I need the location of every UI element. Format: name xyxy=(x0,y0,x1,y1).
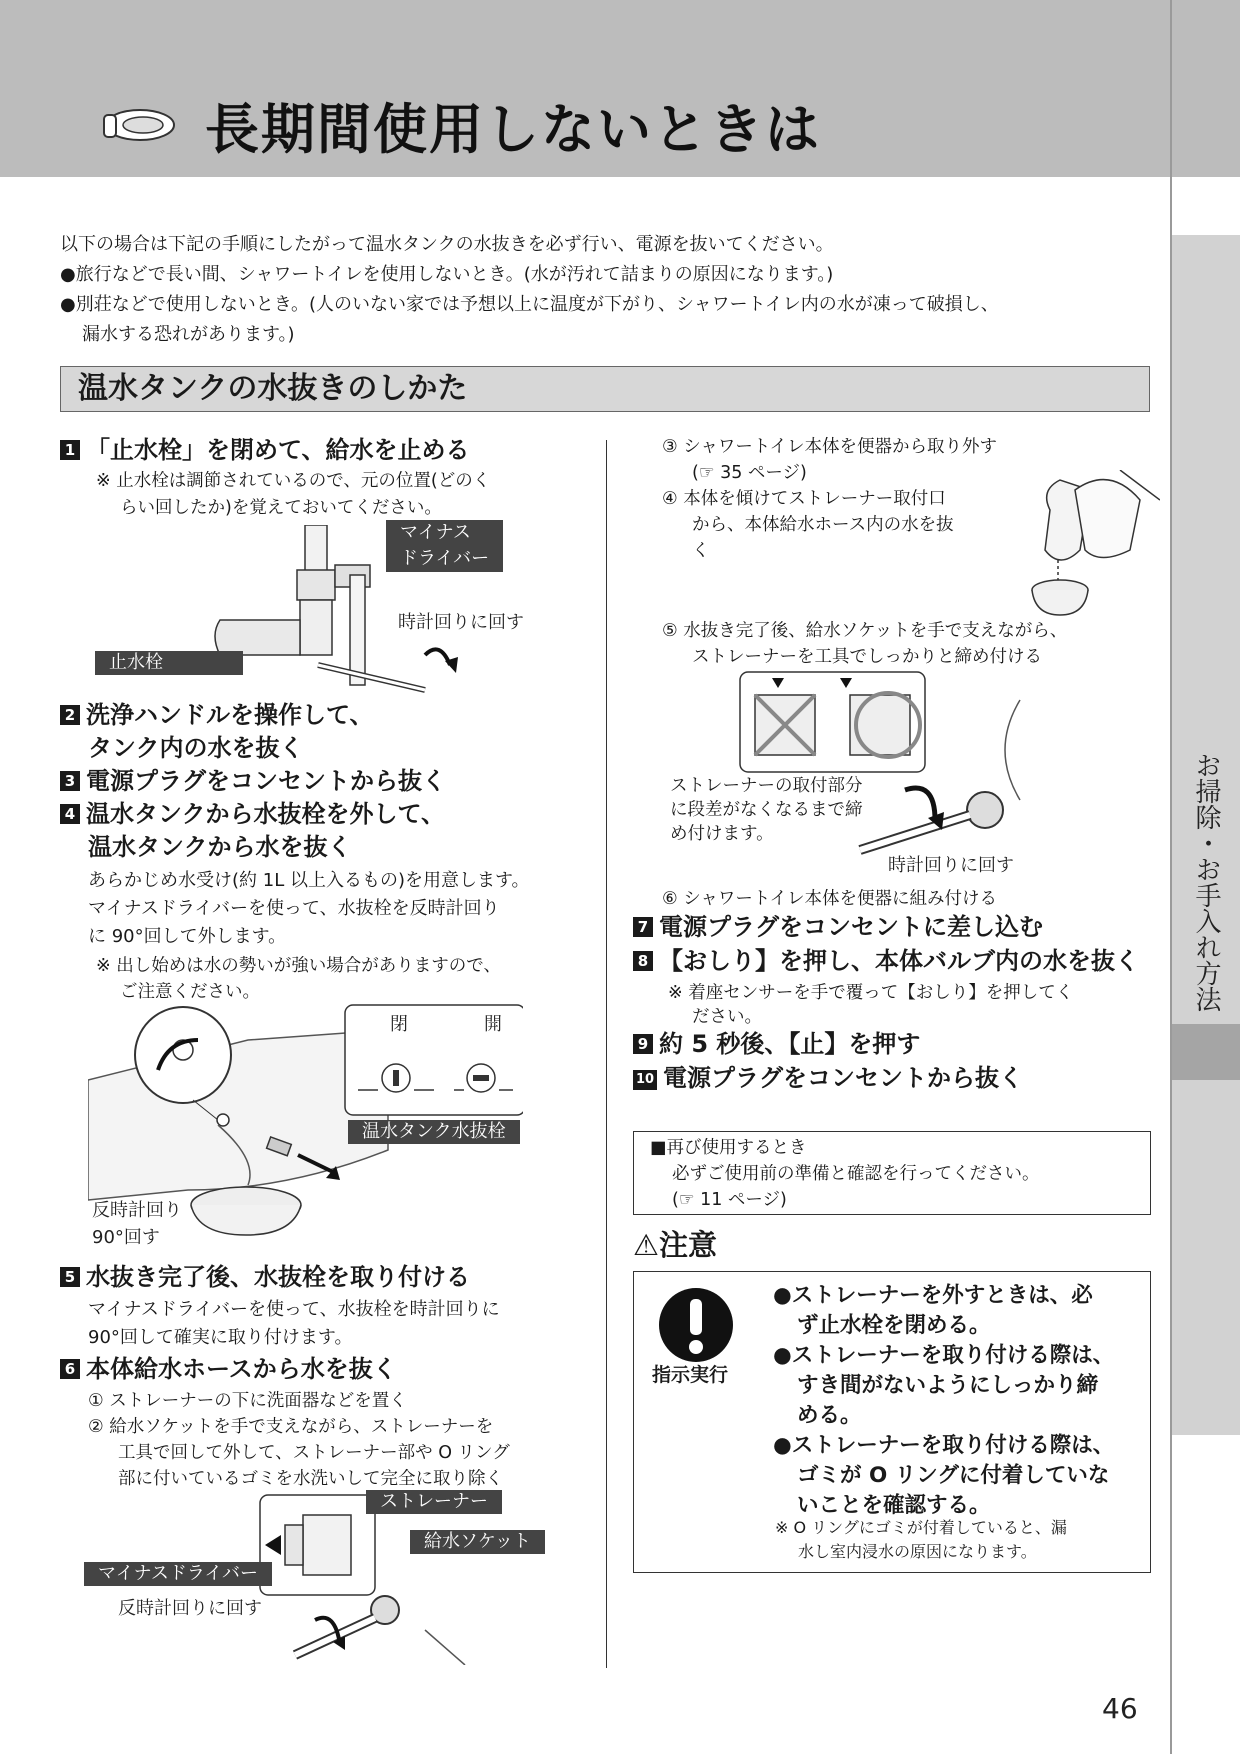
step-1-heading: 1 「止水栓」を閉めて、給水を止める xyxy=(60,433,470,467)
caution-item: すき間がないようにしっかり締 xyxy=(797,1373,1099,1398)
step-6-sub: ① ストレーナーの下に洗面器などを置く xyxy=(88,1391,407,1411)
rotate-clockwise-label: 時計回りに回す xyxy=(398,612,524,633)
step-4-body: あらかじめ水受け(約 1L 以上入るもの)を用意します。 xyxy=(88,870,530,891)
step-6-sub: ストレーナーを工具でしっかりと締め付ける xyxy=(692,647,1042,667)
step-4-heading: 4 温水タンクから水抜栓を外して、 xyxy=(60,797,445,831)
step-6-sub: ④ 本体を傾けてストレーナー取付口 xyxy=(662,489,946,509)
step-8-heading: 8 【おしり】を押し、本体バルブ内の水を抜く xyxy=(633,944,1139,978)
step-6-sub: く xyxy=(692,541,710,561)
caution-note: ※ O リングにゴミが付着していると、漏 xyxy=(775,1518,1067,1537)
caution-badge-label: 指示実行 xyxy=(652,1364,729,1386)
caution-title: ⚠注意 xyxy=(633,1228,717,1262)
valve-label: 止水栓 xyxy=(95,651,243,675)
intro-bullet: ●旅行などで長い間、シャワートイレを使用しないとき。(水が汚れて詰まりの原因になります。) xyxy=(60,264,834,285)
step-7-heading: 7 電源プラグをコンセントに差し込む xyxy=(633,910,1043,944)
step-2-heading: 2 洗浄ハンドルを操作して、 xyxy=(60,698,374,732)
step-10-heading: 10 電源プラグをコンセントから抜く xyxy=(633,1061,1023,1095)
step-6-sub: ② 給水ソケットを手で支えながら、ストレーナーを xyxy=(88,1417,494,1437)
page-ref: (☞ 11 ページ) xyxy=(672,1190,787,1210)
step-6-sub: 工具で回して外して、ストレーナー部や O リング xyxy=(118,1443,510,1463)
side-tab-label: お掃除・お手入れ方法 xyxy=(1191,752,1221,1012)
caution-item: ●ストレーナーを外すときは、必 xyxy=(773,1283,1093,1308)
driver-label: マイナスドライバー xyxy=(84,1562,272,1586)
open-label: 開 xyxy=(484,1014,502,1035)
intro-bullet: ●別荘などで使用しないとき。(人のいない家では予想以上に温度が下がり、シャワートイレ内の水が凍って破損し、 xyxy=(60,294,999,315)
rotate-ccw-label: 90°回す xyxy=(92,1227,160,1248)
mandatory-action-icon xyxy=(658,1287,734,1363)
closed-label: 閉 xyxy=(390,1014,408,1035)
step-3-heading: 3 電源プラグをコンセントから抜く xyxy=(60,764,446,798)
step-4-body: マイナスドライバーを使って、水抜栓を反時計回り xyxy=(88,898,500,919)
rotate-ccw-label: 反時計回り xyxy=(92,1200,182,1221)
step-5-body: マイナスドライバーを使って、水抜栓を時計回りに xyxy=(88,1299,500,1320)
step-8-note: ※ 着座センサーを手で覆って【おしり】を押してく xyxy=(668,983,1074,1003)
section-title: 温水タンクの水抜きのしかた xyxy=(78,371,468,406)
step-8-note: ださい。 xyxy=(692,1007,762,1027)
intro-bullet-cont: 漏水する恐れがあります。) xyxy=(82,324,295,345)
step-6-heading: 6 本体給水ホースから水を抜く xyxy=(60,1352,397,1386)
page-number: 46 xyxy=(1102,1692,1138,1725)
caution-list xyxy=(773,1281,1114,1521)
drain-plug-label: 温水タンク水抜栓 xyxy=(348,1120,520,1144)
step-6-sub: 部に付いているゴミを水洗いして完全に取り除く xyxy=(118,1469,503,1489)
step-4-heading-cont: 温水タンクから水を抜く xyxy=(88,833,352,861)
intro-text: 以下の場合は下記の手順にしたがって温水タンクの水抜きを必ず行い、電源を抜いてください。 xyxy=(60,234,834,255)
page-title: 長期間使用しないときは xyxy=(205,98,821,161)
step-4-body: に 90°回して外します。 xyxy=(88,926,287,947)
caution-item: ず止水栓を閉める。 xyxy=(797,1313,991,1338)
tighten-note: め付けます。 xyxy=(670,824,774,844)
side-tab-marker xyxy=(1172,1024,1240,1080)
caution-note: 水し室内浸水の原因になります。 xyxy=(798,1542,1037,1561)
caution-item: いことを確認する。 xyxy=(797,1493,991,1518)
step-5-heading: 5 水抜き完了後、水抜栓を取り付ける xyxy=(60,1260,470,1294)
socket-label: 給水ソケット xyxy=(410,1530,545,1554)
step-4-note: ※ 出し始めは水の勢いが強い場合がありますので、 xyxy=(96,956,501,976)
step-2-heading-cont: タンク内の水を抜く xyxy=(88,734,304,762)
step-4-note: ご注意ください。 xyxy=(120,982,260,1002)
strainer-label: ストレーナー xyxy=(366,1490,502,1514)
reuse-title: ■再び使用するとき xyxy=(650,1138,807,1158)
reuse-text: 必ずご使用前の準備と確認を行ってください。 xyxy=(672,1164,1040,1184)
rotate-clockwise-label: 時計回りに回す xyxy=(888,855,1014,876)
rotate-ccw-label: 反時計回りに回す xyxy=(118,1598,262,1619)
step-6-sub: ⑤ 水抜き完了後、給水ソケットを手で支えながら、 xyxy=(662,621,1068,641)
caution-item: める。 xyxy=(797,1403,862,1428)
step-6-sub: から、本体給水ホース内の水を抜 xyxy=(692,515,954,535)
step-6-sub: ⑥ シャワートイレ本体を便器に組み付ける xyxy=(662,889,998,909)
toilet-seat-icon xyxy=(100,103,178,151)
step-1-note: ※ 止水栓は調節されているので、元の位置(どのく xyxy=(96,471,491,491)
page-ref: (☞ 35 ページ) xyxy=(692,463,807,483)
tighten-note: に段差がなくなるまで締 xyxy=(670,800,863,820)
step-1-note: らい回したか)を覚えておいてください。 xyxy=(120,498,442,518)
step-9-heading: 9 約 5 秒後、【止】を押す xyxy=(633,1027,920,1061)
column-divider xyxy=(606,440,607,1668)
tilt-body-illustration xyxy=(1020,470,1160,620)
driver-label: マイナス ドライバー xyxy=(386,520,503,572)
strainer-removal-illustration xyxy=(255,1490,485,1665)
caution-item: ゴミが O リングに付着していな xyxy=(797,1463,1110,1488)
step-6-sub: ③ シャワートイレ本体を便器から取り外す xyxy=(662,437,998,457)
caution-item: ●ストレーナーを取り付ける際は、 xyxy=(773,1433,1115,1458)
tighten-note: ストレーナーの取付部分 xyxy=(670,776,863,796)
caution-item: ●ストレーナーを取り付ける際は、 xyxy=(773,1343,1115,1368)
step-5-body: 90°回して確実に取り付けます。 xyxy=(88,1327,353,1348)
